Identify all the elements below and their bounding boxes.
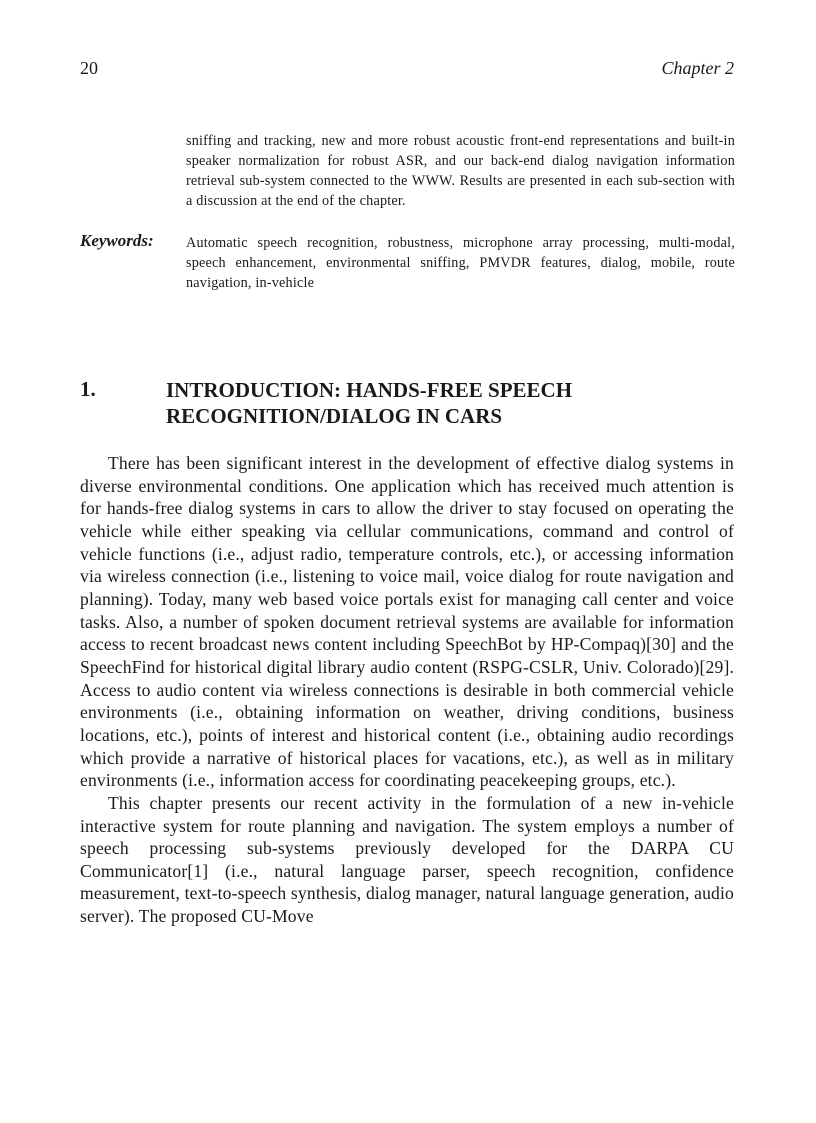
body-text [80,452,734,928]
running-head [80,58,734,82]
body-paragraph: This chapter presents our recent activity in the formulation of a new in-vehicle interactive system for route planning and navigation. The system employs a number of speech processing sub-systems previously developed for the DARPA CU Communicator[1] (i.e., natural language parser, speech recognition, confidence measurement, text-to-speech synthesis, dialog manager, natural language generation, audio server). The proposed CU-Move [80,792,734,927]
chapter-label: Chapter 2 [661,58,734,78]
keywords-label: Keywords: [80,231,154,250]
keywords-text: Automatic speech recognition, robustness, microphone array processing, multi-modal, speech enhancement, environmental sniffing, PMVDR features, dialog, mobile, route navigation, in-vehicle [186,235,735,291]
section-title: INTRODUCTION: HANDS-FREE SPEECH RECOGNITION/DIALOG IN CARS [166,378,573,428]
page-number: 20 [80,58,98,78]
body-paragraph: There has been significant interest in the development of effective dialog systems in diverse environmental conditions. One application which has received much attention is for hands-free dialog systems in cars to allow the driver to stay focused on operating the vehicle while either speaking via cellular communications, command and control of vehicle functions (i.e., adjust radio, temperature controls, etc.), or accessing information via wireless connection (i.e., listening to voice mail, voice dialog for route navigation and planning). Today, many web based voice portals exist for managing call center and voice tasks. Also, a number of spoken document retrieval systems are available for information access to recent broadcast news content including SpeechBot by HP-Compaq)[30] and the SpeechFind for historical digital library audio content (RSPG-CSLR, Univ. Colorado)[29]. Access to audio content via wireless connections is desirable in both commercial vehicle environments (i.e., obtaining information on weather, driving conditions, business locations, etc.), points of interest and historical content (i.e., obtaining audio recordings which provide a narrative of historical places for vacations, etc.), as well as in military environments (i.e., information access for coordinating peacekeeping groups, etc.). [80,453,734,791]
section-number: 1. [80,377,96,401]
abstract-continuation: sniffing and tracking, new and more robust acoustic front-end representations and built-in speaker normalization for robust ASR, and our back-end dialog navigation information retrieval sub-system connected to the WWW. Results are presented in each sub-section with a discussion at the end of the chapter. [186,133,735,209]
